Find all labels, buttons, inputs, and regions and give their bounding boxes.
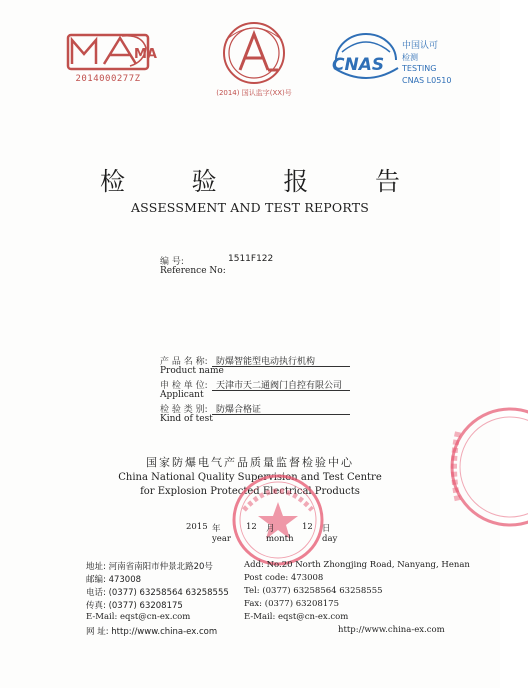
email-en: E-Mail: eqst@cn-ex.com	[244, 612, 349, 622]
date-day: 12	[302, 522, 313, 532]
cma-code: 2014000277Z	[75, 74, 141, 84]
address-en: Add: No.20 North Zhongjing Road, Nanyang, Henan	[244, 560, 470, 570]
cma-mark-text: MA	[134, 47, 157, 62]
date-month-cn: 月	[266, 524, 275, 534]
fax-en: Fax: (0377) 63208175	[244, 599, 339, 609]
organization-en-line1: China National Quality Supervision and Test Centre	[118, 472, 382, 483]
cnas-en-line2: CNAS L0510	[402, 76, 452, 85]
date-year: 2015	[186, 522, 208, 532]
official-seal-icon	[228, 470, 328, 570]
date-year-en: year	[212, 534, 231, 544]
kind-of-test-value: 防爆合格证	[216, 405, 262, 415]
date-day-en: day	[322, 534, 338, 544]
title-cn	[100, 162, 400, 198]
cal-logo	[212, 20, 296, 102]
address-cn: 地址: 河南省南阳市仲景北路20号	[86, 562, 213, 572]
kind-of-test-label-en: Kind of test	[160, 414, 213, 424]
cnas-mark-text: CNAS	[332, 55, 385, 75]
applicant-label-cn: 申 检 单 位:	[160, 381, 208, 391]
date-day-cn: 日	[322, 524, 331, 534]
zip-cn: 邮编: 473008	[86, 575, 142, 585]
kind-of-test-label-cn: 检 验 类 别:	[160, 405, 208, 415]
tel-en: Tel: (0377) 63258564 63258555	[244, 586, 383, 596]
email-cn: E-Mail: eqst@cn-ex.com	[86, 612, 191, 622]
web-en: http://www.china-ex.com	[338, 625, 445, 635]
applicant-label-en: Applicant	[160, 390, 204, 400]
title-en: ASSESSMENT AND TEST REPORTS	[130, 200, 370, 215]
cma-logo	[62, 30, 157, 92]
web-cn: 网 址: http://www.china-ex.com	[86, 627, 218, 637]
reference-label-cn: 编 号:	[160, 257, 184, 267]
cnas-emblem-icon	[330, 30, 402, 90]
cal-code: (2014) 国认监字(XX)号	[216, 89, 292, 97]
cnas-cn-line1: 中国认可	[402, 41, 439, 51]
title-char: 检	[100, 167, 126, 196]
edge-seal-icon	[448, 392, 528, 542]
zip-en: Post code: 473008	[244, 573, 324, 583]
product-name-value: 防爆智能型电动执行机构	[216, 357, 316, 367]
product-name-underline	[212, 366, 350, 367]
title-char: 报	[283, 167, 309, 196]
reference-value: 1511F122	[228, 254, 274, 264]
date-month-en: month	[266, 534, 294, 544]
title-char: 验	[191, 167, 217, 196]
organization-cn: 国家防爆电气产品质量监督检验中心	[146, 456, 354, 469]
cnas-en-line1: TESTING	[402, 64, 437, 73]
organization-en-line2: for Explosion Protected Electrical Products	[140, 486, 360, 497]
date-year-cn: 年	[212, 524, 221, 534]
product-name-label-en: Product name	[160, 366, 224, 376]
reference-label-en: Reference No:	[160, 266, 226, 276]
title-char: 告	[374, 167, 400, 196]
applicant-underline	[212, 390, 350, 391]
applicant-value: 天津市天二通阀门自控有限公司	[216, 381, 343, 391]
cnas-logo	[330, 30, 480, 90]
product-name-label-cn: 产 品 名 称:	[160, 357, 208, 367]
fax-cn: 传真: (0377) 63208175	[86, 601, 183, 611]
cal-emblem-icon	[212, 20, 296, 86]
cnas-cn-line2: 检测	[402, 53, 418, 62]
tel-cn: 电话: (0377) 63258564 63258555	[86, 588, 229, 598]
cma-emblem-icon	[62, 30, 157, 74]
kind-of-test-underline	[212, 414, 350, 415]
date-month: 12	[246, 522, 257, 532]
